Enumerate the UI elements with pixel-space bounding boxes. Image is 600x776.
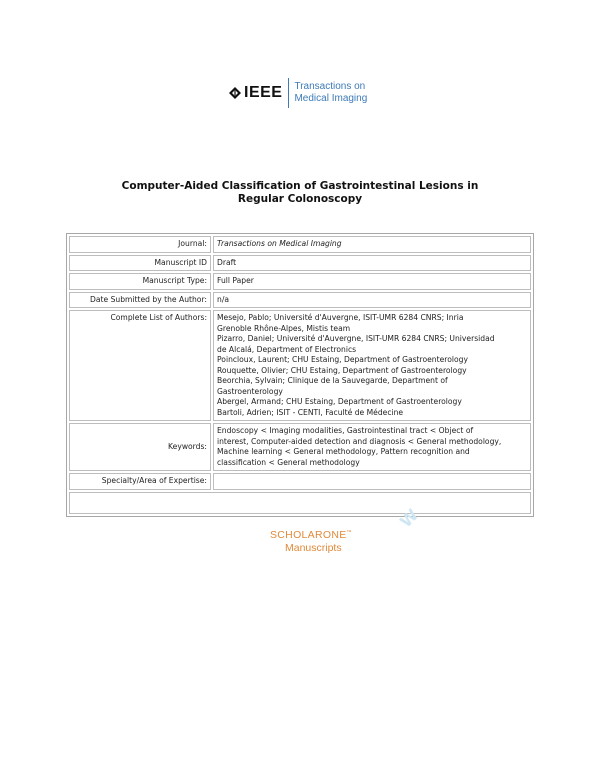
author-line: de Alcalá, Department of Electronics [217,344,357,354]
manuscript-type-label: Manuscript Type: [69,273,211,290]
ieee-diamond-icon [229,87,241,99]
scholarone-logo [270,529,352,554]
author-line: Mesejo, Pablo; Université d'Auvergne, ISIT-UMR 6284 CNRS; Inria [217,313,464,322]
paper-title [60,180,540,206]
row-manuscript-id [69,255,531,272]
date-submitted-value: n/a [213,292,531,309]
ieee-text: IEEE [244,84,283,101]
author-line: Beorchia, Sylvain; Clinique de la Sauvegarde, Department of [217,376,448,385]
journal-name [294,81,367,105]
keyword-line: classification < General methodology [217,457,360,467]
keyword-line: Machine learning < General methodology, Pattern recognition and [217,447,470,456]
manuscript-id-value: Draft [213,255,531,272]
logo-divider [288,78,289,108]
journal-value-text: Transactions on Medical Imaging [217,239,342,248]
manuscript-type-value: Full Paper [213,273,531,290]
row-specialty [69,473,531,490]
manuscripts-text: Manuscripts [285,542,342,554]
keyword-line: interest, Computer-aided detection and diagnosis < General methodology, [217,436,502,446]
manuscript-id-label: Manuscript ID [69,255,211,272]
keyword-line: Endoscopy < Imaging modalities, Gastrointestinal tract < Object of [217,426,474,435]
empty-cell [69,492,531,514]
authors-label: Complete List of Authors: [69,310,211,421]
specialty-value [213,473,531,490]
row-journal [69,236,531,253]
specialty-label: Specialty/Area of Expertise: [69,473,211,490]
keywords-label: Keywords: [69,423,211,471]
row-manuscript-type [69,273,531,290]
author-line: Grenoble Rhône-Alpes, Mistis team [217,323,351,333]
keywords-value [213,423,531,471]
author-line: Bartoli, Adrien; ISIT - CENTI, Faculté de Médecine [217,407,404,417]
row-authors [69,310,531,421]
row-empty [69,492,531,514]
journal-label: Journal: [69,236,211,253]
author-line: Poincloux, Laurent; CHU Estaing, Department of Gastroenterology [217,355,468,364]
ieee-logo [229,77,367,109]
author-line: Gastroenterology [217,386,283,396]
journal-name-line1: Transactions on [294,81,366,92]
scholarone-wordmark [270,529,352,541]
author-line: Rouquette, Olivier; CHU Estaing, Department of Gastroenterology [217,365,467,375]
watermark: W [396,503,424,532]
journal-value [213,236,531,253]
row-keywords [69,423,531,471]
author-line: Abergel, Armand; CHU Estaing, Department of Gastroenterology [217,397,462,406]
ieee-wordmark [229,84,282,102]
paper-title-line1: Computer-Aided Classification of Gastrointestinal Lesions in [121,180,479,192]
paper-title-line2: Regular Colonoscopy [237,193,363,205]
authors-value [213,310,531,421]
trademark-symbol: ™ [346,529,352,536]
author-line: Pizarro, Daniel; Université d'Auvergne, ISIT-UMR 6284 CNRS; Universidad [217,334,495,343]
journal-name-line2: Medical Imaging [294,93,368,104]
manuscript-metadata-table [66,233,534,517]
row-date-submitted [69,292,531,309]
scholarone-text: SCHOLARONE [270,529,347,541]
date-submitted-label: Date Submitted by the Author: [69,292,211,309]
